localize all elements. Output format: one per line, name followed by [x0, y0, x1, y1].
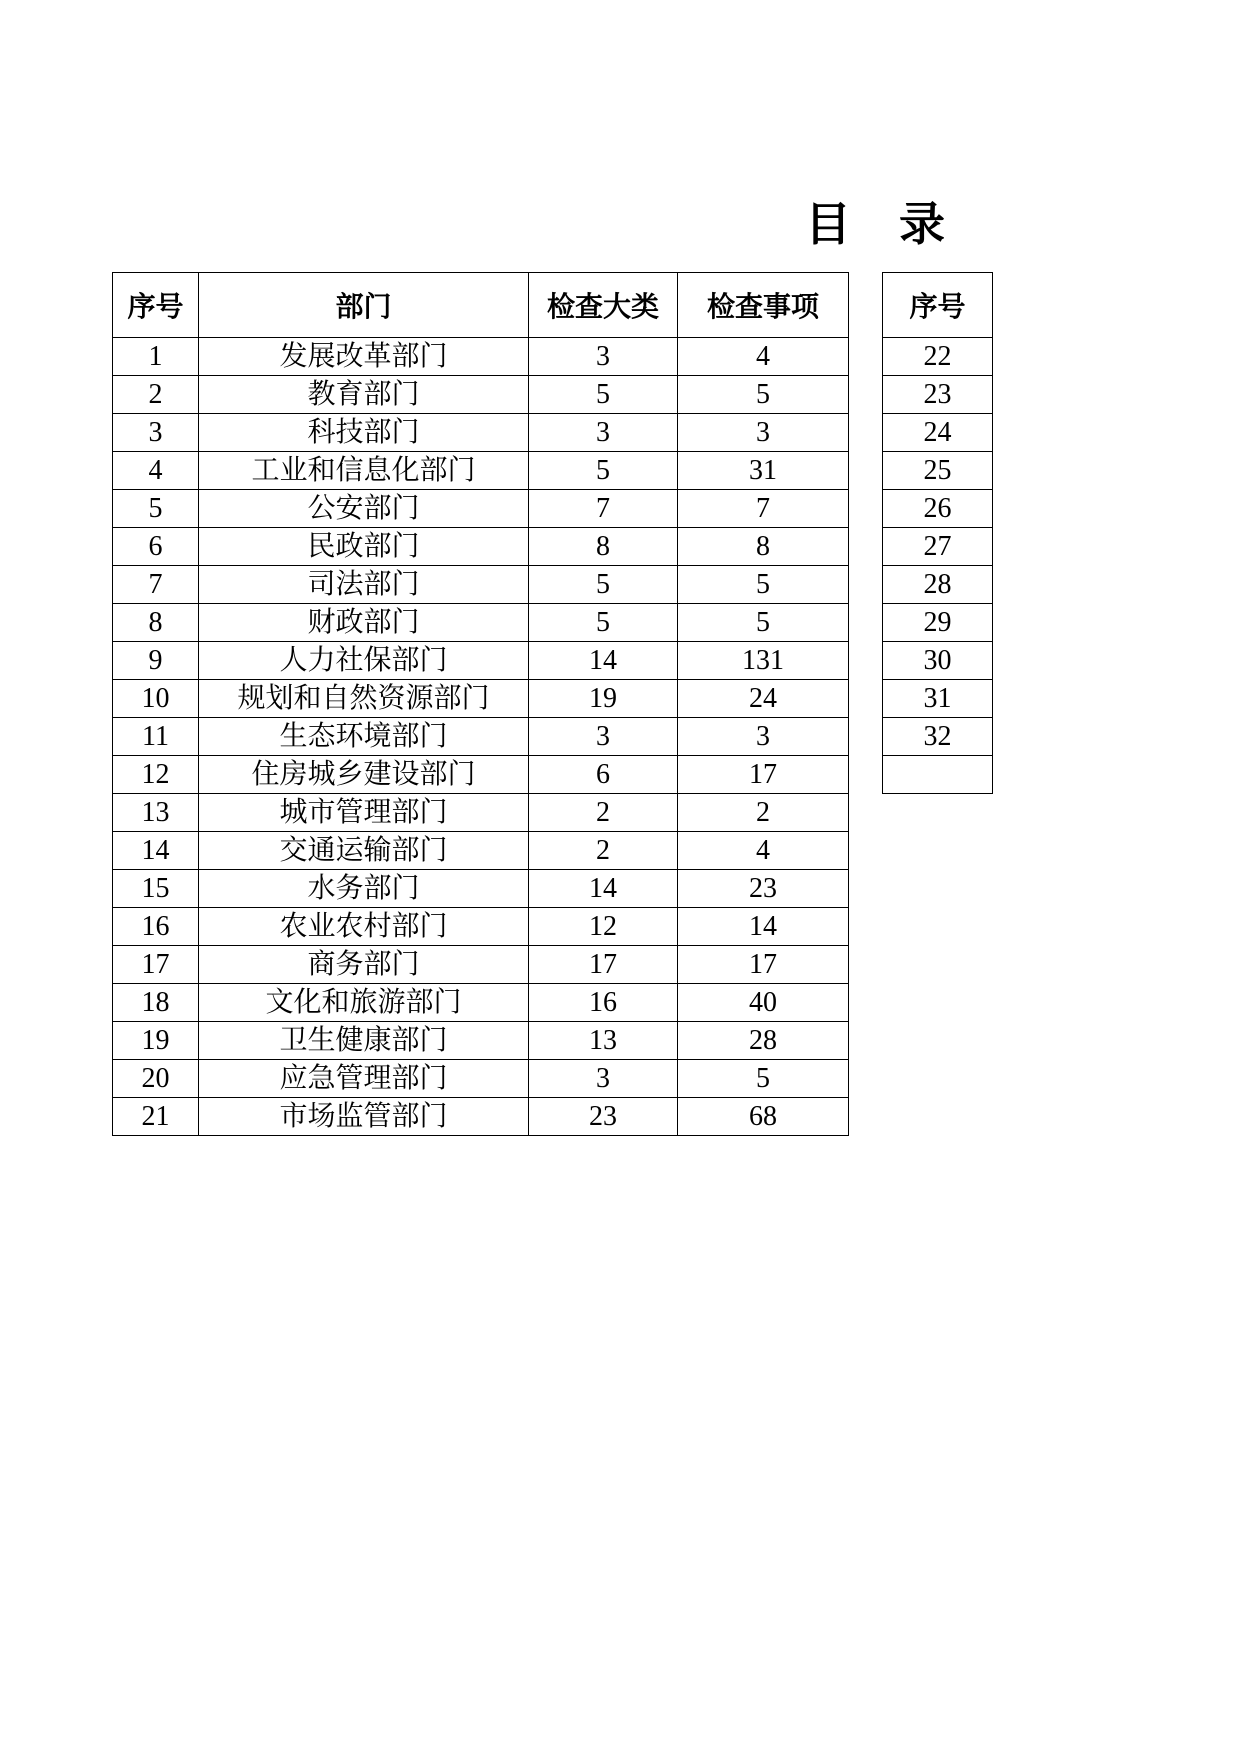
cell-seq: 8 — [113, 604, 199, 642]
table-row — [883, 756, 993, 794]
title-char-1: 目 — [805, 199, 851, 250]
header-row — [113, 273, 849, 338]
table-row — [113, 680, 849, 718]
table-row — [883, 376, 993, 414]
cell-seq: 30 — [883, 642, 993, 680]
cell-categories: 6 — [529, 756, 678, 794]
cell-items: 3 — [678, 718, 849, 756]
cell-categories: 8 — [529, 528, 678, 566]
cell-categories: 13 — [529, 1022, 678, 1060]
cell-items: 4 — [678, 338, 849, 376]
cell-categories: 12 — [529, 908, 678, 946]
cell-categories: 3 — [529, 1060, 678, 1098]
cell-dept: 公安部门 — [199, 490, 529, 528]
cell-seq: 6 — [113, 528, 199, 566]
table-row — [113, 528, 849, 566]
table-row — [883, 528, 993, 566]
cell-seq: 16 — [113, 908, 199, 946]
table-row — [883, 414, 993, 452]
table-row — [113, 870, 849, 908]
cell-items: 4 — [678, 832, 849, 870]
cell-seq: 20 — [113, 1060, 199, 1098]
cell-seq — [883, 756, 993, 794]
cell-items: 8 — [678, 528, 849, 566]
cell-categories: 3 — [529, 338, 678, 376]
table-row — [883, 452, 993, 490]
cell-categories: 17 — [529, 946, 678, 984]
cell-items: 2 — [678, 794, 849, 832]
page-title — [805, 188, 945, 254]
cell-seq: 23 — [883, 376, 993, 414]
table-row — [113, 452, 849, 490]
cell-seq: 24 — [883, 414, 993, 452]
table-row — [113, 376, 849, 414]
cell-seq: 32 — [883, 718, 993, 756]
cell-categories: 5 — [529, 452, 678, 490]
cell-seq: 21 — [113, 1098, 199, 1136]
cell-dept: 规划和自然资源部门 — [199, 680, 529, 718]
table-row — [883, 680, 993, 718]
cell-dept: 城市管理部门 — [199, 794, 529, 832]
cell-seq: 9 — [113, 642, 199, 680]
directory-table-left — [112, 272, 849, 1136]
cell-seq: 11 — [113, 718, 199, 756]
cell-categories: 23 — [529, 1098, 678, 1136]
cell-dept: 司法部门 — [199, 566, 529, 604]
cell-dept: 农业农村部门 — [199, 908, 529, 946]
table-row — [113, 1098, 849, 1136]
cell-dept: 人力社保部门 — [199, 642, 529, 680]
cell-categories: 3 — [529, 718, 678, 756]
cell-items: 5 — [678, 566, 849, 604]
table-row — [113, 794, 849, 832]
cell-seq: 27 — [883, 528, 993, 566]
table-row — [113, 338, 849, 376]
cell-items: 17 — [678, 756, 849, 794]
cell-items: 7 — [678, 490, 849, 528]
cell-seq: 12 — [113, 756, 199, 794]
cell-categories: 2 — [529, 794, 678, 832]
cell-dept: 财政部门 — [199, 604, 529, 642]
table-body-left — [113, 338, 849, 1136]
cell-seq: 28 — [883, 566, 993, 604]
cell-seq: 2 — [113, 376, 199, 414]
header-row — [883, 273, 993, 338]
cell-items: 28 — [678, 1022, 849, 1060]
header-seq-right: 序号 — [883, 273, 993, 338]
header-items: 检查事项 — [678, 273, 849, 338]
table-row — [113, 1060, 849, 1098]
cell-dept: 文化和旅游部门 — [199, 984, 529, 1022]
cell-dept: 交通运输部门 — [199, 832, 529, 870]
table-row — [883, 718, 993, 756]
cell-seq: 1 — [113, 338, 199, 376]
cell-items: 3 — [678, 414, 849, 452]
table-row — [113, 566, 849, 604]
cell-seq: 26 — [883, 490, 993, 528]
cell-items: 40 — [678, 984, 849, 1022]
cell-dept: 发展改革部门 — [199, 338, 529, 376]
cell-dept: 应急管理部门 — [199, 1060, 529, 1098]
cell-seq: 15 — [113, 870, 199, 908]
table-row — [113, 946, 849, 984]
cell-items: 5 — [678, 1060, 849, 1098]
cell-items: 68 — [678, 1098, 849, 1136]
cell-items: 23 — [678, 870, 849, 908]
table-row — [883, 604, 993, 642]
cell-seq: 5 — [113, 490, 199, 528]
cell-seq: 17 — [113, 946, 199, 984]
cell-categories: 5 — [529, 604, 678, 642]
cell-items: 14 — [678, 908, 849, 946]
cell-seq: 10 — [113, 680, 199, 718]
cell-seq: 25 — [883, 452, 993, 490]
cell-dept: 商务部门 — [199, 946, 529, 984]
cell-categories: 16 — [529, 984, 678, 1022]
cell-dept: 民政部门 — [199, 528, 529, 566]
header-seq: 序号 — [113, 273, 199, 338]
table-row — [113, 832, 849, 870]
cell-items: 5 — [678, 604, 849, 642]
cell-items: 17 — [678, 946, 849, 984]
cell-dept: 水务部门 — [199, 870, 529, 908]
table-row — [113, 414, 849, 452]
cell-seq: 13 — [113, 794, 199, 832]
cell-seq: 29 — [883, 604, 993, 642]
cell-dept: 生态环境部门 — [199, 718, 529, 756]
cell-seq: 22 — [883, 338, 993, 376]
cell-dept: 科技部门 — [199, 414, 529, 452]
table-row — [113, 984, 849, 1022]
table-row — [883, 490, 993, 528]
cell-categories: 5 — [529, 376, 678, 414]
table-row — [883, 338, 993, 376]
header-categories: 检查大类 — [529, 273, 678, 338]
cell-seq: 14 — [113, 832, 199, 870]
table-row — [883, 642, 993, 680]
cell-items: 24 — [678, 680, 849, 718]
cell-categories: 2 — [529, 832, 678, 870]
cell-items: 31 — [678, 452, 849, 490]
cell-seq: 18 — [113, 984, 199, 1022]
cell-seq: 31 — [883, 680, 993, 718]
cell-categories: 14 — [529, 642, 678, 680]
table-row — [113, 756, 849, 794]
table-row — [113, 490, 849, 528]
cell-dept: 市场监管部门 — [199, 1098, 529, 1136]
table-body-right — [883, 338, 993, 794]
cell-dept: 工业和信息化部门 — [199, 452, 529, 490]
table-row — [113, 1022, 849, 1060]
cell-seq: 19 — [113, 1022, 199, 1060]
cell-items: 131 — [678, 642, 849, 680]
table-row — [113, 604, 849, 642]
cell-categories: 19 — [529, 680, 678, 718]
table-row — [113, 718, 849, 756]
cell-dept: 卫生健康部门 — [199, 1022, 529, 1060]
cell-seq: 7 — [113, 566, 199, 604]
cell-items: 5 — [678, 376, 849, 414]
title-char-2: 录 — [899, 199, 945, 250]
cell-seq: 3 — [113, 414, 199, 452]
cell-seq: 4 — [113, 452, 199, 490]
cell-categories: 14 — [529, 870, 678, 908]
cell-dept: 住房城乡建设部门 — [199, 756, 529, 794]
table-row — [113, 642, 849, 680]
table-row — [113, 908, 849, 946]
cell-categories: 5 — [529, 566, 678, 604]
cell-categories: 7 — [529, 490, 678, 528]
cell-categories: 3 — [529, 414, 678, 452]
header-dept: 部门 — [199, 273, 529, 338]
table-row — [883, 566, 993, 604]
directory-table-right — [882, 272, 993, 794]
cell-dept: 教育部门 — [199, 376, 529, 414]
